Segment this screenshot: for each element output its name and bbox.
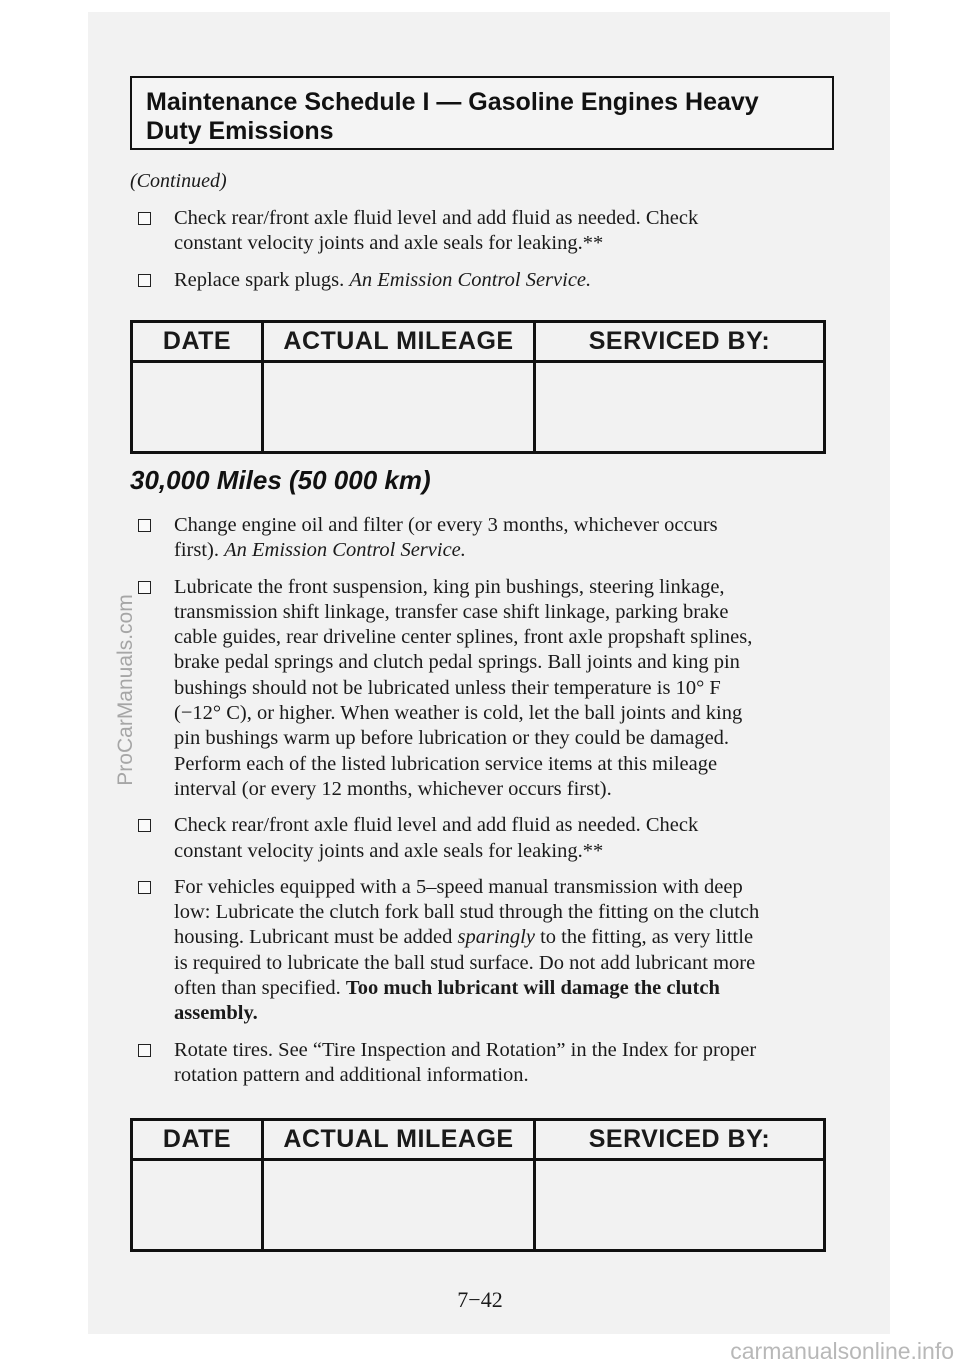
- col-actual-mileage: ACTUAL MILEAGE: [264, 323, 536, 360]
- serviced-by-entry-cell[interactable]: [536, 1161, 823, 1249]
- checklist-30000: [138, 513, 838, 1099]
- service-log-row: [133, 363, 823, 451]
- list-item: Check rear/front axle fluid level and add fluid as needed. Check constant velocity joints and axle seals for leaking.**: [138, 206, 838, 257]
- service-log-header: [133, 323, 823, 363]
- service-log-header: [133, 1121, 823, 1161]
- schedule-title-line1: Maintenance Schedule I — Gasoline Engines Heavy: [146, 88, 759, 116]
- list-item: Change engine oil and filter (or every 3 months, whichever occurs first). An Emission Control Service.: [138, 513, 838, 564]
- list-item: Replace spark plugs. An Emission Control Service.: [138, 268, 838, 293]
- side-watermark: ProCarManuals.com: [114, 594, 137, 786]
- checkbox-icon[interactable]: [138, 519, 151, 532]
- checkbox-icon[interactable]: [138, 212, 151, 225]
- checkbox-icon[interactable]: [138, 881, 151, 894]
- list-item: For vehicles equipped with a 5–speed manual transmission with deep low: Lubricate the clutch fork ball stud through the fitting on the clutch housing. Lubricant must be added sparingly to the fitting, as very little is required to lubricate the ball stud surface. Do not add lubricant more often than specified. Too much lubricant will damage the clutch assembly.: [138, 875, 838, 1027]
- col-date: DATE: [133, 1121, 264, 1158]
- serviced-by-entry-cell[interactable]: [536, 363, 823, 451]
- checklist-top: [138, 206, 838, 304]
- list-item: Rotate tires. See “Tire Inspection and Rotation” in the Index for proper rotation pattern and additional information.: [138, 1038, 838, 1089]
- list-item: Lubricate the front suspension, king pin bushings, steering linkage, transmission shift linkage, transfer case shift linkage, parking brake cable guides, rear driveline center splines, front axle propshaft splines, brake pedal springs and clutch pedal springs. Ball joints and king pin bushings should not be lubricated unless their temperature is 10° F (−12° C), or higher. When weather is cold, let the ball joints and king pin bushings warm up before lubrication or they could be damaged. Perform each of the listed lubrication service items at this mileage interval (or every 12 months, whichever occurs first).: [138, 575, 838, 803]
- mileage-entry-cell[interactable]: [264, 363, 536, 451]
- col-serviced-by: SERVICED BY:: [588, 327, 771, 355]
- page-number: 7−42: [457, 1287, 503, 1312]
- list-item: Check rear/front axle fluid level and add fluid as needed. Check constant velocity joints and axle seals for leaking.**: [138, 813, 838, 864]
- service-log-row: [133, 1161, 823, 1249]
- service-log-table-2: [130, 1118, 826, 1252]
- col-serviced-by: SERVICED BY:: [588, 1125, 771, 1153]
- checkbox-icon[interactable]: [138, 274, 151, 287]
- checkbox-icon[interactable]: [138, 581, 151, 594]
- service-log-table-1: [130, 320, 826, 454]
- schedule-title-line2: Duty Emissions: [146, 117, 334, 145]
- mileage-entry-cell[interactable]: [264, 1161, 536, 1249]
- checkbox-icon[interactable]: [138, 1044, 151, 1057]
- bottom-watermark: carmanualsonline.info: [730, 1338, 954, 1364]
- date-entry-cell[interactable]: [133, 1161, 264, 1249]
- col-date: DATE: [133, 323, 264, 360]
- section-heading-30000: 30,000 Miles (50 000 km): [130, 465, 431, 495]
- continued-label: (Continued): [130, 170, 227, 192]
- date-entry-cell[interactable]: [133, 363, 264, 451]
- checkbox-icon[interactable]: [138, 819, 151, 832]
- schedule-title-box: [130, 76, 834, 150]
- col-actual-mileage: ACTUAL MILEAGE: [264, 1121, 536, 1158]
